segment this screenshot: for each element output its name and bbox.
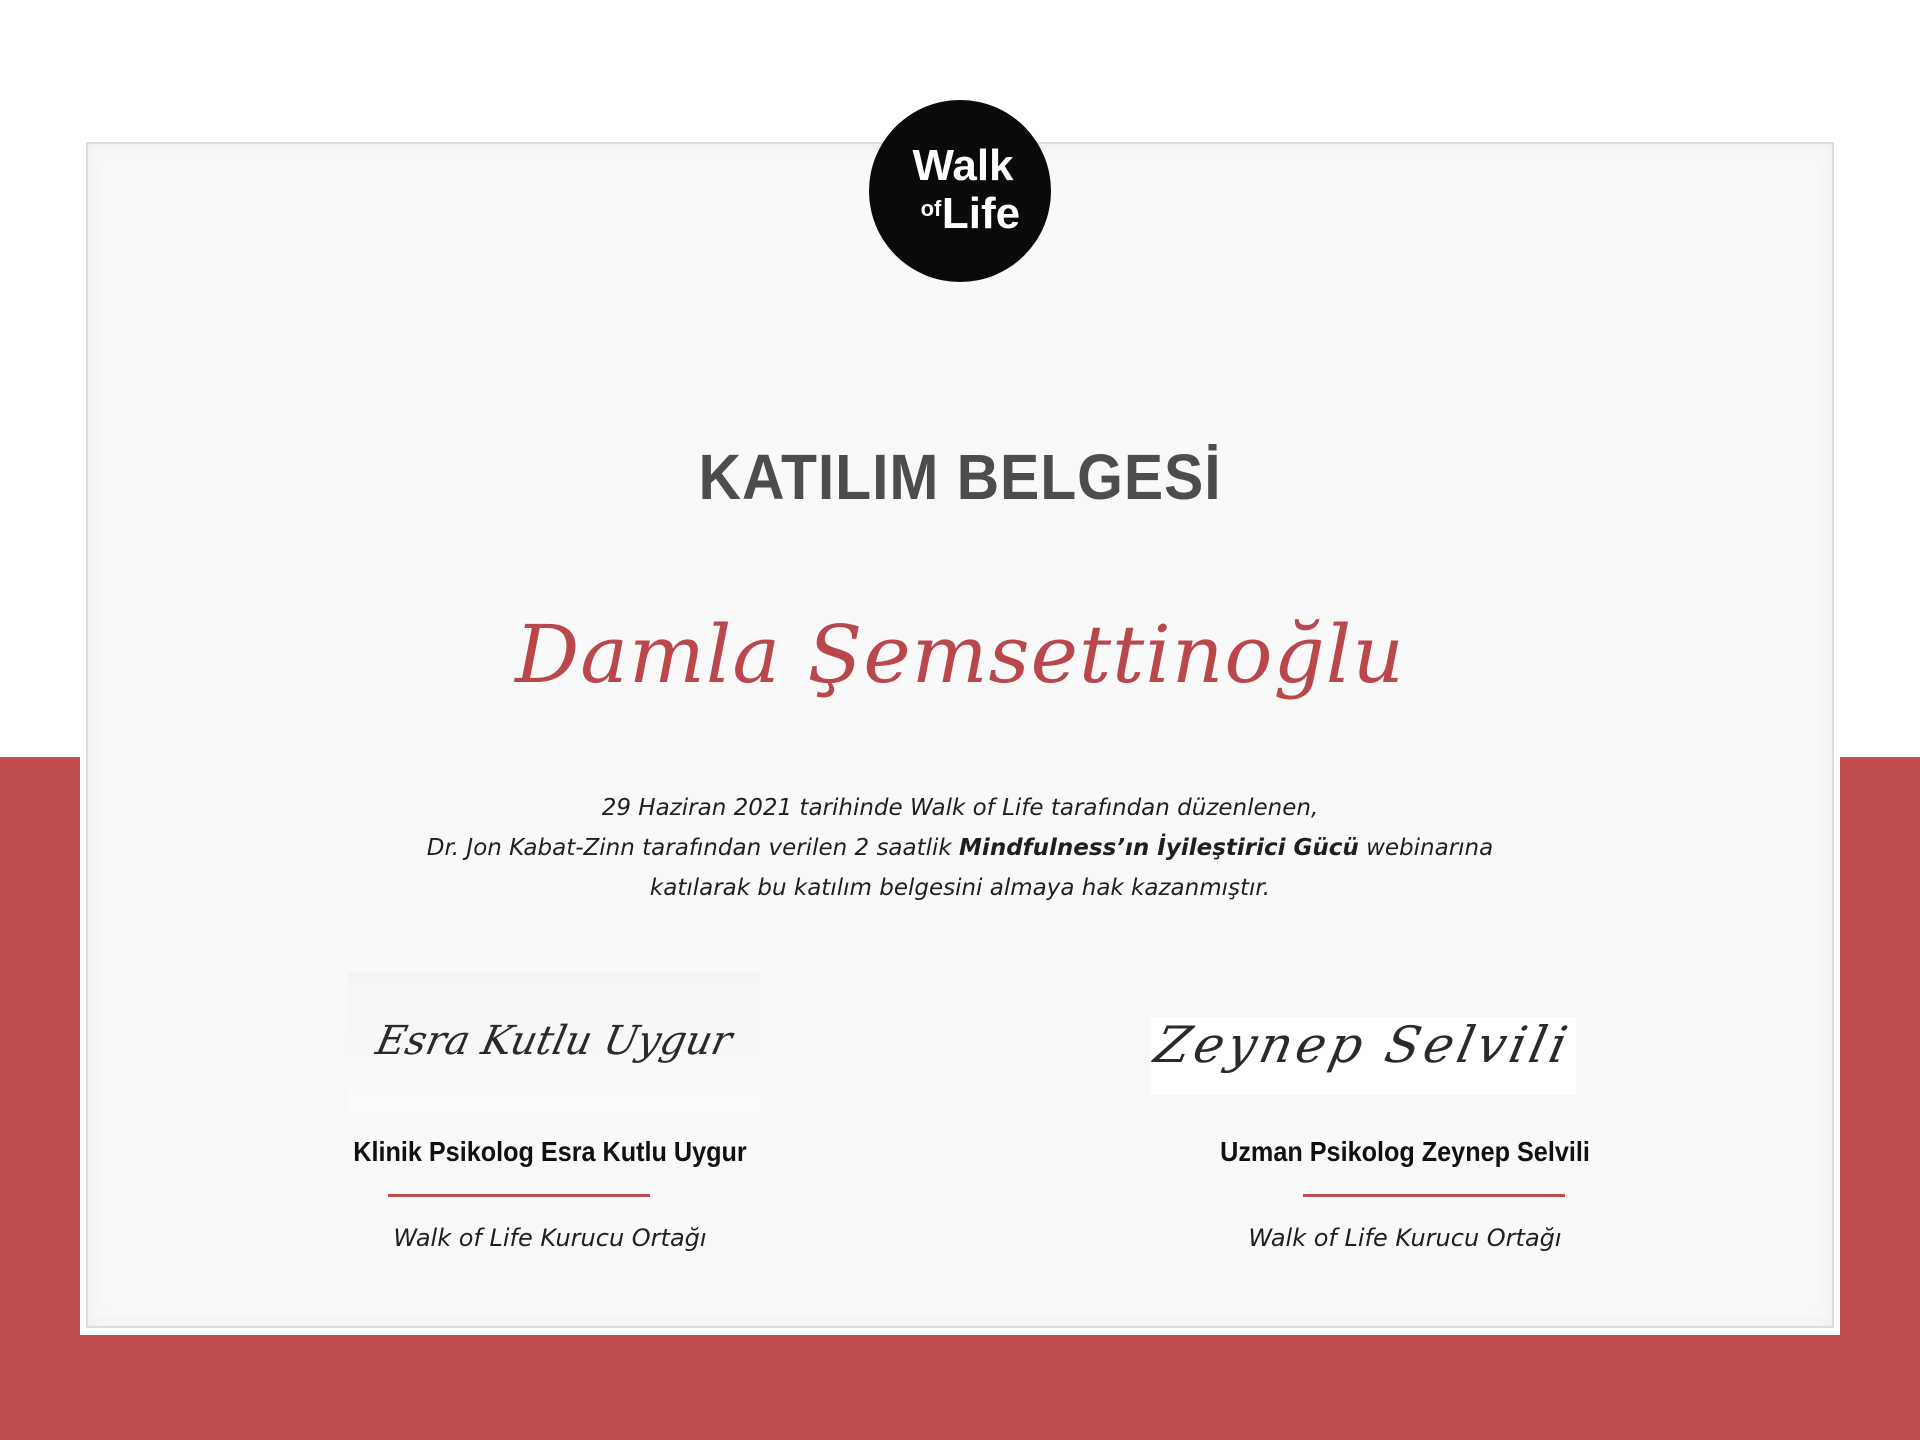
signer-right-divider: [1303, 1194, 1565, 1197]
signature-right: Zeynep Selvili: [1149, 1016, 1577, 1074]
logo-word-walk: Walk: [912, 141, 1014, 190]
signer-left-name: Klinik Psikolog Esra Kutlu Uygur: [353, 1136, 747, 1167]
logo-word-life: Life: [941, 189, 1021, 238]
certificate-body: [260, 788, 1660, 908]
signer-left-divider: [388, 1194, 650, 1197]
walk-of-life-logo-mark: [869, 100, 1051, 282]
body-line-2-prefix: Dr. Jon Kabat-Zinn tarafından verilen 2 saatlik: [426, 835, 960, 861]
webinar-title: Mindfulness’ın İyileştirici Gücü: [959, 835, 1359, 861]
body-line-1: 29 Haziran 2021 tarihinde Walk of Life tarafından düzenlenen,: [601, 795, 1319, 821]
body-line-2-suffix: webinarına: [1358, 835, 1494, 861]
body-line-3: katılarak bu katılım belgesini almaya hak kazanmıştır.: [649, 875, 1271, 901]
certificate-title: KATILIM BELGESİ: [698, 441, 1222, 513]
recipient-name: Damla Şemsettinoğlu: [515, 608, 1405, 701]
walk-of-life-logo: [869, 100, 1051, 282]
signer-right-name: Uzman Psikolog Zeynep Selvili: [1220, 1136, 1590, 1167]
logo-word-of: of: [920, 196, 942, 221]
signer-left-role: Walk of Life Kurucu Ortağı: [393, 1224, 707, 1252]
signer-right-role: Walk of Life Kurucu Ortağı: [1248, 1224, 1562, 1252]
signature-left: Esra Kutlu Uygur: [371, 1018, 737, 1064]
body-line-2: [260, 828, 1660, 868]
